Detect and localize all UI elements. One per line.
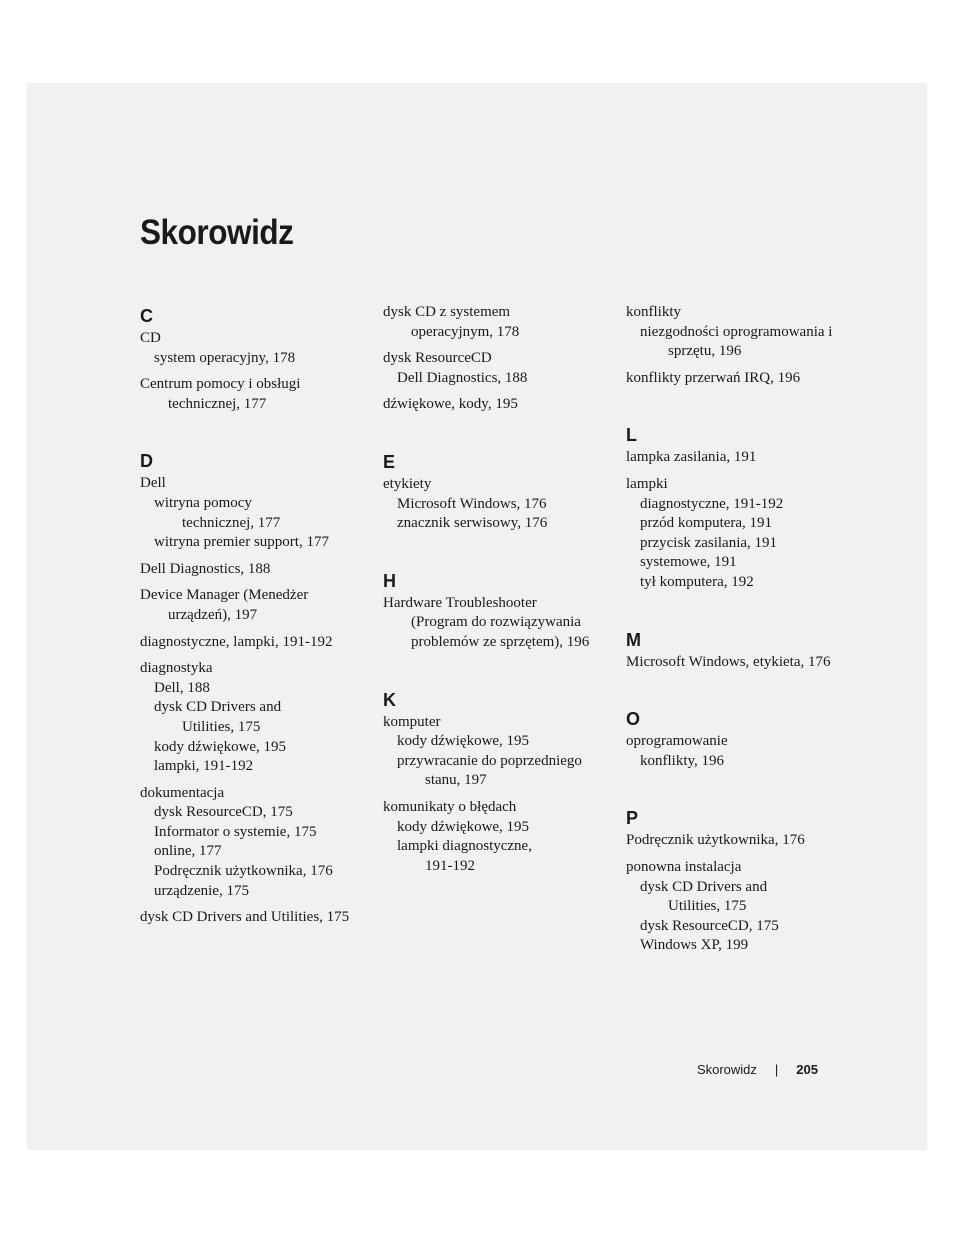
index-subterm: diagnostyczne, 191-192 xyxy=(640,495,784,512)
index-subterm: technicznej, 177 xyxy=(168,395,267,412)
footer-separator: | xyxy=(774,1062,779,1077)
index-subterm: konflikty, 196 xyxy=(640,752,725,769)
index-letter-heading: L xyxy=(626,425,637,446)
index-entry xyxy=(383,395,615,415)
index-term: Podręcznik użytkownika, 176 xyxy=(626,832,805,849)
index-subterm: dysk ResourceCD, 175 xyxy=(154,804,293,821)
index-subterm: (Program do rozwiązywania xyxy=(411,614,581,631)
index-term: dokumentacja xyxy=(140,784,225,801)
index-subterm: technicznej, 177 xyxy=(182,514,281,531)
index-subterm: witryna pomocy xyxy=(154,494,252,511)
index-subterm: Microsoft Windows, 176 xyxy=(397,495,547,512)
index-subterm: przycisk zasilania, 191 xyxy=(640,534,778,551)
index-entry xyxy=(140,375,372,414)
index-column-3 xyxy=(626,303,858,963)
index-entry xyxy=(626,732,858,771)
index-letter-heading: K xyxy=(383,689,396,710)
index-subterm: witryna premier support, 177 xyxy=(154,534,329,551)
index-entry xyxy=(626,303,858,362)
index-term: etykiety xyxy=(383,475,432,492)
index-subterm: Utilities, 175 xyxy=(668,898,747,915)
index-term: komunikaty o błędach xyxy=(383,798,517,815)
index-term: komputer xyxy=(383,713,441,730)
index-subterm: przód komputera, 191 xyxy=(640,515,773,532)
index-column-2 xyxy=(383,303,615,883)
index-term: diagnostyczne, lampki, 191-192 xyxy=(140,633,333,650)
index-subterm: kody dźwiękowe, 195 xyxy=(154,738,287,755)
index-letter-heading: H xyxy=(383,570,396,591)
index-subterm: Utilities, 175 xyxy=(182,718,261,735)
index-entry xyxy=(140,474,372,552)
index-term: Hardware Troubleshooter xyxy=(383,594,537,611)
index-entry xyxy=(383,798,615,876)
index-entry xyxy=(383,713,615,791)
index-entry xyxy=(626,369,858,389)
index-entry xyxy=(140,329,372,368)
index-subterm: lampki diagnostyczne, xyxy=(397,838,532,855)
index-term: dysk CD z systemem xyxy=(383,304,511,320)
index-subterm: Informator o systemie, 175 xyxy=(154,823,317,840)
index-subterm: niezgodności oprogramowania i xyxy=(640,323,833,340)
index-term: diagnostyka xyxy=(140,660,213,677)
index-subterm: Dell, 188 xyxy=(154,679,210,696)
index-term: dysk CD Drivers and Utilities, 175 xyxy=(140,909,350,926)
index-subterm: system operacyjny, 178 xyxy=(154,349,296,366)
index-term: konflikty przerwań IRQ, 196 xyxy=(626,369,801,386)
index-entry xyxy=(140,586,372,625)
index-letter-heading: M xyxy=(626,629,641,650)
index-subterm: stanu, 197 xyxy=(425,772,487,789)
index-letter-heading: D xyxy=(140,451,153,472)
index-entry xyxy=(140,908,372,928)
index-subterm: 191-192 xyxy=(425,857,475,874)
index-entry xyxy=(626,475,858,593)
index-subterm: online, 177 xyxy=(154,843,222,860)
index-letter-heading: E xyxy=(383,451,396,472)
index-term: ponowna instalacja xyxy=(626,858,742,875)
index-subterm: dysk CD Drivers and xyxy=(154,699,282,716)
index-entry xyxy=(140,560,372,580)
index-entry xyxy=(140,659,372,777)
index-term: dźwiękowe, kody, 195 xyxy=(383,396,518,413)
index-term: Dell xyxy=(140,475,166,492)
index-term: dysk ResourceCD xyxy=(383,350,492,367)
index-letter-heading: P xyxy=(626,808,639,829)
index-subterm: problemów ze sprzętem), 196 xyxy=(411,633,590,650)
index-term: oprogramowanie xyxy=(626,733,728,750)
index-term: lampka zasilania, 191 xyxy=(626,449,757,466)
index-entry xyxy=(626,448,858,468)
index-subterm: urządzeń), 197 xyxy=(168,606,258,623)
index-letter-heading: C xyxy=(140,306,153,326)
index-term: Centrum pomocy i obsługi xyxy=(140,376,301,393)
index-subterm: dysk CD Drivers and xyxy=(640,878,768,895)
page-title: Skorowidz xyxy=(140,213,294,252)
index-subterm: lampki, 191-192 xyxy=(154,758,254,775)
footer-section-name: Skorowidz xyxy=(696,1062,757,1077)
index-term: lampki xyxy=(626,475,668,492)
index-term: konflikty xyxy=(626,304,681,320)
index-subterm: przywracanie do poprzedniego xyxy=(397,752,582,769)
index-entry xyxy=(626,858,858,956)
index-subterm: sprzętu, 196 xyxy=(668,343,742,360)
index-entry xyxy=(383,475,615,534)
index-column-1 xyxy=(140,303,372,935)
index-term: Device Manager (Menedżer xyxy=(140,587,309,604)
index-entry xyxy=(626,831,858,851)
index-subterm: znacznik serwisowy, 176 xyxy=(397,515,548,532)
index-subterm: tył komputera, 192 xyxy=(640,573,754,590)
index-entry xyxy=(383,349,615,388)
index-subterm: Dell Diagnostics, 188 xyxy=(397,369,528,386)
index-subterm: systemowe, 191 xyxy=(640,554,737,571)
index-term: Dell Diagnostics, 188 xyxy=(140,560,271,577)
index-subterm: Podręcznik użytkownika, 176 xyxy=(154,863,333,880)
page-number: 205 xyxy=(796,1062,818,1077)
index-entry xyxy=(626,653,858,673)
index-entry xyxy=(140,633,372,653)
index-entry xyxy=(140,784,372,902)
index-subterm: urządzenie, 175 xyxy=(154,882,249,899)
index-subterm: kody dźwiękowe, 195 xyxy=(397,733,530,750)
index-subterm: kody dźwiękowe, 195 xyxy=(397,818,530,835)
index-term: CD xyxy=(140,330,161,346)
index-letter-heading: O xyxy=(626,709,641,730)
index-subterm: operacyjnym, 178 xyxy=(411,323,520,340)
index-term: Microsoft Windows, etykieta, 176 xyxy=(626,653,831,670)
index-subterm: Windows XP, 199 xyxy=(640,937,749,954)
index-subterm: dysk ResourceCD, 175 xyxy=(640,917,779,934)
page-footer xyxy=(697,1062,818,1077)
index-entry xyxy=(383,594,615,653)
index-entry xyxy=(383,303,615,342)
